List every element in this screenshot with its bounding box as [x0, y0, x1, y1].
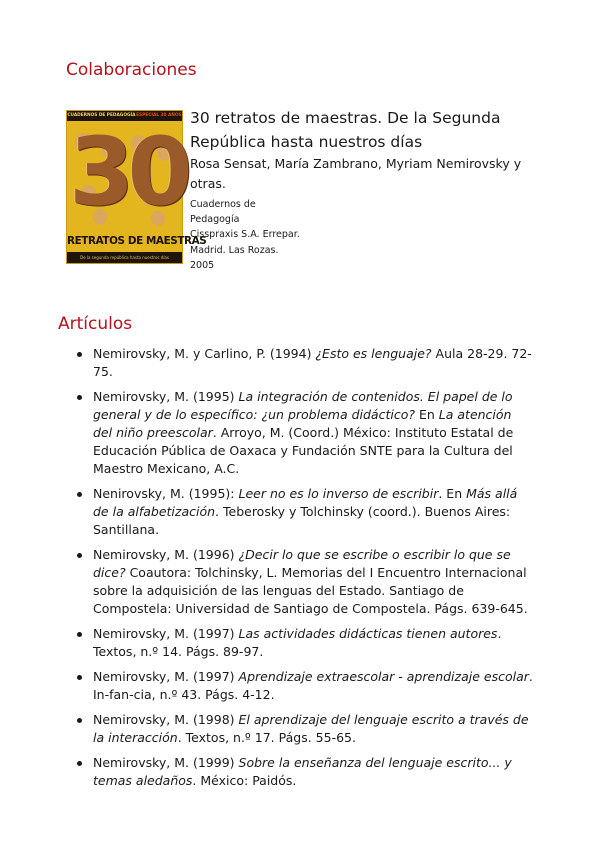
section-heading-colaboraciones: Colaboraciones: [66, 60, 197, 80]
book-title: 30 retratos de maestras. De la Segunda República hasta nuestros días: [190, 109, 501, 151]
list-item: Nemirovsky, M. (1999) Sobre la enseñanza del lenguaje escrito... y temas aledaños. México: Paidós.: [93, 754, 533, 790]
cover-number: 30: [69, 118, 186, 227]
book-meta-line: Madrid. Las Rozas.: [190, 244, 279, 256]
book-meta-line: Cisspraxis S.A. Errepar.: [190, 229, 300, 241]
section-heading-articulos: Artículos: [58, 314, 133, 334]
list-item: Nemirovsky, M. (1997) Aprendizaje extraescolar - aprendizaje escolar. In-fan-cia, n.º 43. Págs. 4-12.: [93, 669, 533, 702]
list-item: Nemirovsky, M. y Carlino, P. (1994) ¿Esto es lenguaje? Aula 28-29. 72-75.: [93, 346, 532, 379]
list-item: Nemirovsky, M. (1995) La integración de contenidos. El papel de lo general y de lo específico: ¿un problema didáctico? En La atención del niño preescolar. Arroyo, M. (Coord.) México: Instituto Estatal de Educación Pública de Oaxaca y Fundación SNTE para la Cultura del Maestro Mexicano, A.C.: [93, 388, 533, 478]
cover-title: RETRATOS DE MAESTRAS: [67, 231, 182, 251]
list-item: Nemirovsky, M. (1997) Las actividades didácticas tienen autores. Textos, n.º 14. Págs. 89-97.: [93, 625, 533, 661]
article-list: [93, 345, 533, 797]
list-item: Nemirovsky, M. (1996) ¿Decir lo que se escribe o escribir lo que se dice? Coautora: Tolchinsky, L. Memorias del I Encuentro Internacional sobre la adquisición de las lenguas del Estado. Santiago de Compostela: Universidad de Santiago de Compostela. Págs. 639-645.: [93, 546, 533, 618]
book-meta-line: Cuadernos de: [190, 199, 256, 210]
book-authors: Rosa Sensat, María Zambrano, Myriam Nemirovsky y otras.: [190, 156, 522, 191]
book-meta-line: Pedagogía: [190, 214, 240, 226]
book-meta-line: 2005: [190, 259, 215, 271]
book-info: [190, 106, 550, 273]
book-meta: [190, 197, 550, 273]
list-item: Nenirovsky, M. (1995): Leer no es lo inverso de escribir. En Más allá de la alfabetización. Teberosky y Tolchinsky (coord.). Buenos Aires: Santillana.: [93, 485, 533, 539]
list-item: Nemirovsky, M. (1998) El aprendizaje del lenguaje escrito a través de la interacción. Textos, n.º 17. Págs. 55-65.: [93, 711, 533, 747]
cover-footer: De la segunda república hasta nuestros días: [67, 252, 182, 263]
cover-band: CUADERNOS DE PEDAGOGÍA ESPECIAL 30 AÑOS: [67, 111, 182, 121]
book-entry: [66, 110, 566, 270]
book-cover-image: [66, 110, 207, 264]
